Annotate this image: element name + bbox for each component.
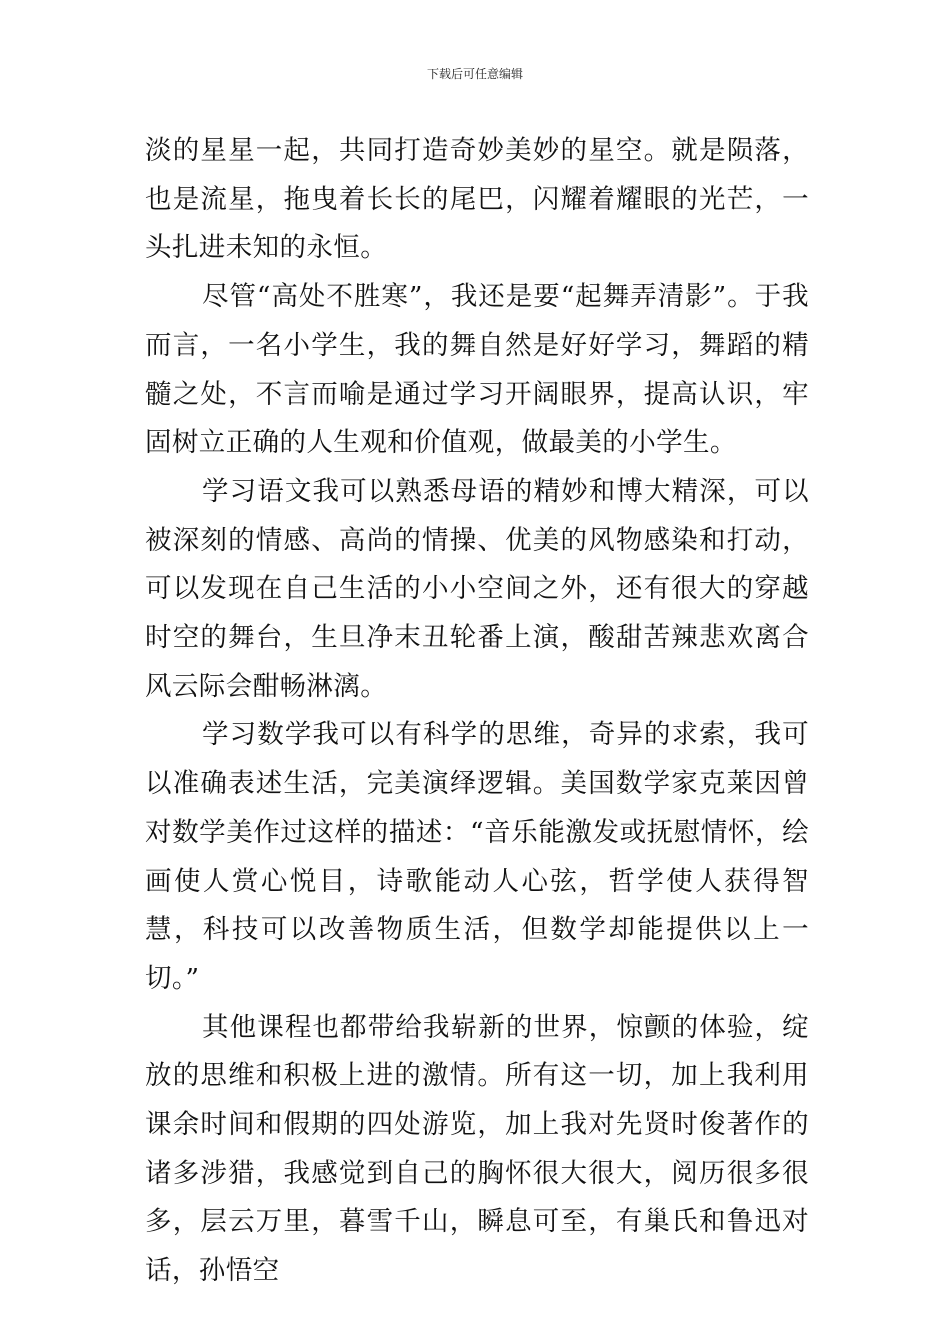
- paragraph-1: 淡的星星一起，共同打造奇妙美妙的星空。就是陨落，也是流星，拖曳着长长的尾巴，闪耀着耀眼的光芒，一头扎进未知的永恒。: [145, 135, 809, 264]
- document-body: [145, 127, 809, 1296]
- paragraph-2: 尽管“高处不胜寒”，我还是要“起舞弄清影”。于我而言，一名小学生，我的舞自然是好好学习，舞蹈的精髓之处，不言而喻是通过学习开阔眼界，提高认识，牢固树立正确的人生观和价值观，做最美的小学生。: [145, 281, 809, 459]
- page-header-note: 下载后可任意编辑: [426, 67, 523, 81]
- paragraph-4: 学习数学我可以有科学的思维，奇异的求索，我可以准确表述生活，完美演绎逻辑。美国数学家克莱因曾对数学美作过这样的描述：“音乐能激发或抚慰情怀，绘画使人赏心悦目，诗歌能动人心弦，哲学使人获得智慧，科技可以改善物质生活，但数学却能提供以上一切。”: [145, 719, 809, 994]
- paragraph-3: 学习语文我可以熟悉母语的精妙和博大精深，可以被深刻的情感、高尚的情操、优美的风物感染和打动，可以发现在自己生活的小小空间之外，还有很大的穿越时空的舞台，生旦净末丑轮番上演，酸甜苦辣悲欢离合风云际会酣畅淋漓。: [145, 475, 809, 702]
- paragraph-5: 其他课程也都带给我崭新的世界，惊颤的体验，绽放的思维和积极上进的激情。所有这一切，加上我利用课余时间和假期的四处游览，加上我对先贤时俊著作的诸多涉猎，我感觉到自己的胸怀很大很大，阅历很多很多，层云万里，暮雪千山，瞬息可至，有巢氏和鲁迅对话，孙悟空: [145, 1011, 809, 1287]
